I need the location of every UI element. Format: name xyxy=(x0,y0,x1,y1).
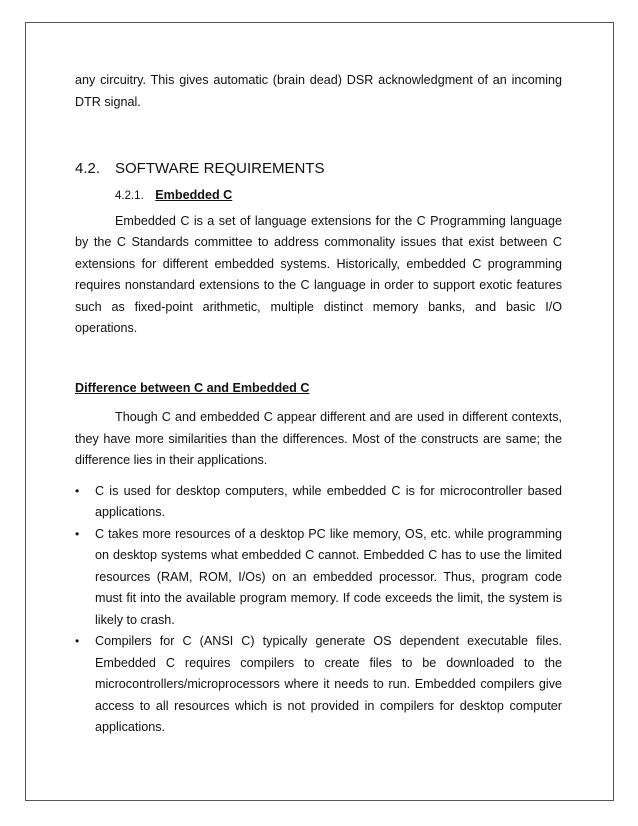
intro-paragraph: any circuitry. This gives automatic (brain dead) DSR acknowledgment of an incoming DTR signal. xyxy=(75,73,562,109)
list-item xyxy=(75,631,562,739)
embedded-c-paragraph: Embedded C is a set of language extensions for the C Programming language by the C Standards committee to address commonality issues that exist between C extensions for different embedded systems. Historically, embedded C programming requires nonstandard extensions to the C language in order to support exotic features such as fixed-point arithmetic, multiple distinct memory banks, and basic I/O operations. xyxy=(75,213,562,335)
section-heading xyxy=(75,159,562,179)
list-item-text: Compilers for C (ANSI C) typically generate OS dependent executable files. Embedded C requires compilers to create files to be downloaded to the microcontrollers/microprocessors where it needs to run. Embedded compilers give access to all resources which is not provided in compilers for desktop computer applications. xyxy=(95,634,562,734)
difference-paragraph: Though C and embedded C appear different and are used in different contexts, they have more similarities than the differences. Most of the constructs are same; the difference lies in their applications. xyxy=(75,410,562,467)
subsection-heading xyxy=(115,185,562,208)
difference-list xyxy=(75,481,562,739)
list-item xyxy=(75,524,562,632)
bullet-symbol: • xyxy=(75,526,80,541)
page-content xyxy=(75,70,562,739)
section-number: 4.2. xyxy=(75,160,101,177)
subsection-number: 4.2.1. xyxy=(115,190,144,202)
bullet-symbol: • xyxy=(75,483,80,498)
difference-heading: Difference between C and Embedded C xyxy=(75,380,310,395)
subsection-title: Embedded C xyxy=(155,188,233,202)
list-item xyxy=(75,481,562,524)
bullet-symbol: • xyxy=(75,634,80,648)
section-title: SOFTWARE REQUIREMENTS xyxy=(115,160,325,177)
list-item-text: C is used for desktop computers, while embedded C is for microcontroller based applications. xyxy=(95,483,562,519)
list-item-text: C takes more resources of a desktop PC like memory, OS, etc. while programming on desktop systems what embedded C cannot. Embedded C has to use the limited resources (RAM, ROM, I/Os) on an embedded processor. Thus, program code must fit into the available program memory. If code exceeds the limit, the system is likely to crash. xyxy=(95,526,562,627)
